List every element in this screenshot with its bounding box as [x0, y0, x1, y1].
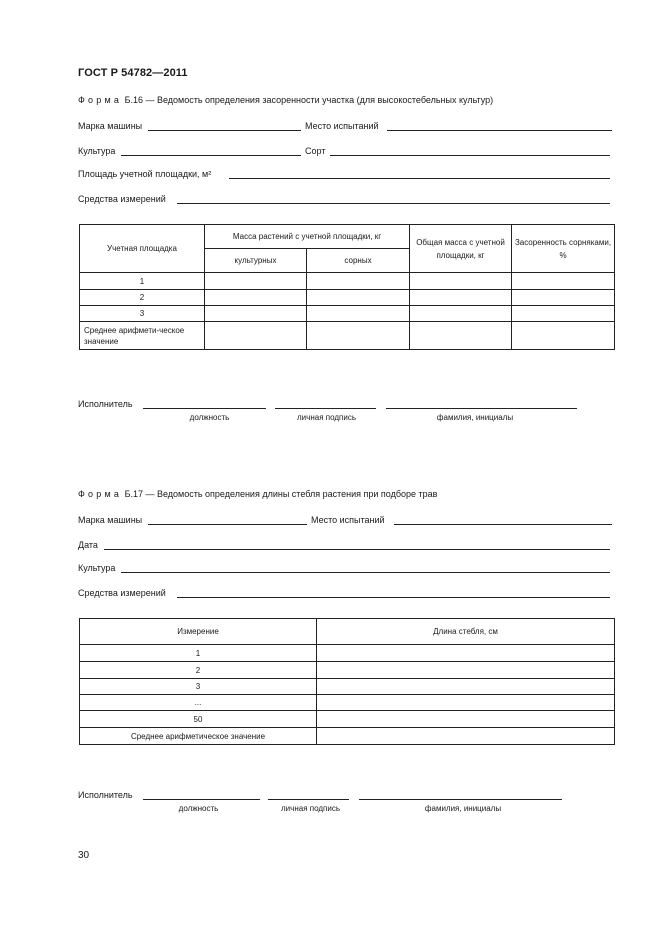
input-crop[interactable]	[121, 155, 301, 156]
header-plot: Учетная площадка	[80, 225, 205, 273]
table-row	[80, 679, 615, 695]
input-measuring-tools[interactable]	[177, 203, 610, 204]
table-cell[interactable]	[307, 322, 410, 350]
caption-name: фамилия, инициалы	[436, 413, 514, 422]
row-label-mean: Среднее арифмети-ческое значение	[80, 322, 205, 350]
row-label: 3	[80, 679, 317, 695]
table-row	[80, 711, 615, 728]
header-weed: сорных	[307, 249, 410, 273]
caption-position: должность	[178, 804, 219, 813]
row-label-mean: Среднее арифметическое значение	[80, 728, 317, 745]
caption-signature: личная подпись	[281, 804, 340, 813]
label-test-site: Место испытаний	[305, 121, 379, 131]
header-mass-group: Масса растений с учетной площадки, кг	[205, 225, 410, 249]
table-cell[interactable]	[410, 273, 512, 290]
table-row	[80, 290, 615, 306]
row-label: 2	[80, 662, 317, 679]
row-label: 2	[80, 290, 205, 306]
label-executor: Исполнитель	[78, 790, 133, 800]
form-b16-caption-text: Б.16 — Ведомость определения засоренности участка (для высокостебельных культур)	[124, 95, 494, 105]
label-measuring-tools: Средства измерений	[78, 194, 166, 204]
input-plot-area[interactable]	[229, 178, 610, 179]
table-cell[interactable]	[317, 645, 615, 662]
table-cell[interactable]	[307, 306, 410, 322]
label-executor: Исполнитель	[78, 399, 133, 409]
table-cell[interactable]	[410, 290, 512, 306]
label-machine-brand: Марка машины	[78, 515, 143, 525]
label-date: Дата	[78, 540, 98, 550]
header-stem-length: Длина стебля, см	[317, 619, 615, 645]
table-cell[interactable]	[317, 728, 615, 745]
table-cell[interactable]	[307, 273, 410, 290]
input-variety[interactable]	[330, 155, 610, 156]
caption-name: фамилия, инициалы	[424, 804, 502, 813]
table-cell[interactable]	[410, 322, 512, 350]
table-cell[interactable]	[205, 273, 307, 290]
table-cell[interactable]	[317, 662, 615, 679]
input-machine-brand[interactable]	[148, 524, 307, 525]
header-cultural: культурных	[205, 249, 307, 273]
row-label: 3	[80, 306, 205, 322]
input-signature[interactable]	[275, 408, 376, 409]
input-machine-brand[interactable]	[148, 130, 301, 131]
input-measuring-tools[interactable]	[177, 597, 610, 598]
table-row	[80, 695, 615, 711]
stem-length-table	[79, 618, 615, 745]
input-position[interactable]	[143, 408, 266, 409]
caption-signature: личная подпись	[297, 413, 356, 422]
input-name[interactable]	[359, 799, 562, 800]
page-number: 30	[78, 850, 90, 861]
row-label: 50	[80, 711, 317, 728]
row-label: 1	[80, 645, 317, 662]
label-machine-brand: Марка машины	[78, 121, 143, 131]
form-b16-caption	[78, 95, 493, 105]
table-cell[interactable]	[205, 290, 307, 306]
weediness-table	[79, 224, 615, 350]
row-label: ...	[80, 695, 317, 711]
header-total-mass: Общая масса с учетной площадки, кг	[410, 225, 512, 273]
header-measurement: Измерение	[80, 619, 317, 645]
input-position[interactable]	[143, 799, 260, 800]
table-row	[80, 645, 615, 662]
label-crop: Культура	[78, 563, 116, 573]
input-test-site[interactable]	[387, 130, 612, 131]
form-b17-caption-prefix: Форма	[78, 489, 123, 499]
table-row	[80, 306, 615, 322]
input-test-site[interactable]	[394, 524, 612, 525]
label-crop: Культура	[78, 146, 116, 156]
table-cell[interactable]	[317, 711, 615, 728]
label-plot-area: Площадь учетной площадки, м²	[78, 169, 212, 179]
header-weediness: Засоренность сорняками, %	[512, 225, 615, 273]
table-cell[interactable]	[205, 306, 307, 322]
input-crop[interactable]	[121, 572, 610, 573]
table-cell[interactable]	[317, 695, 615, 711]
input-signature[interactable]	[268, 799, 349, 800]
table-row	[80, 662, 615, 679]
table-cell[interactable]	[512, 273, 615, 290]
table-row-mean	[80, 322, 615, 350]
table-row	[80, 273, 615, 290]
table-row-mean	[80, 728, 615, 745]
form-b17-caption	[78, 489, 437, 499]
label-measuring-tools: Средства измерений	[78, 588, 166, 598]
form-b17-caption-text: Б.17 — Ведомость определения длины стебля растения при подборе трав	[124, 489, 438, 499]
table-cell[interactable]	[410, 306, 512, 322]
table-cell[interactable]	[307, 290, 410, 306]
table-cell[interactable]	[512, 290, 615, 306]
table-cell[interactable]	[205, 322, 307, 350]
input-name[interactable]	[386, 408, 577, 409]
document-id: ГОСТ Р 54782—2011	[78, 67, 188, 79]
form-b16-caption-prefix: Форма	[78, 95, 123, 105]
input-date[interactable]	[104, 549, 610, 550]
table-cell[interactable]	[317, 679, 615, 695]
table-cell[interactable]	[512, 306, 615, 322]
table-cell[interactable]	[512, 322, 615, 350]
label-test-site: Место испытаний	[311, 515, 385, 525]
label-variety: Сорт	[305, 146, 326, 156]
caption-position: должность	[189, 413, 230, 422]
row-label: 1	[80, 273, 205, 290]
